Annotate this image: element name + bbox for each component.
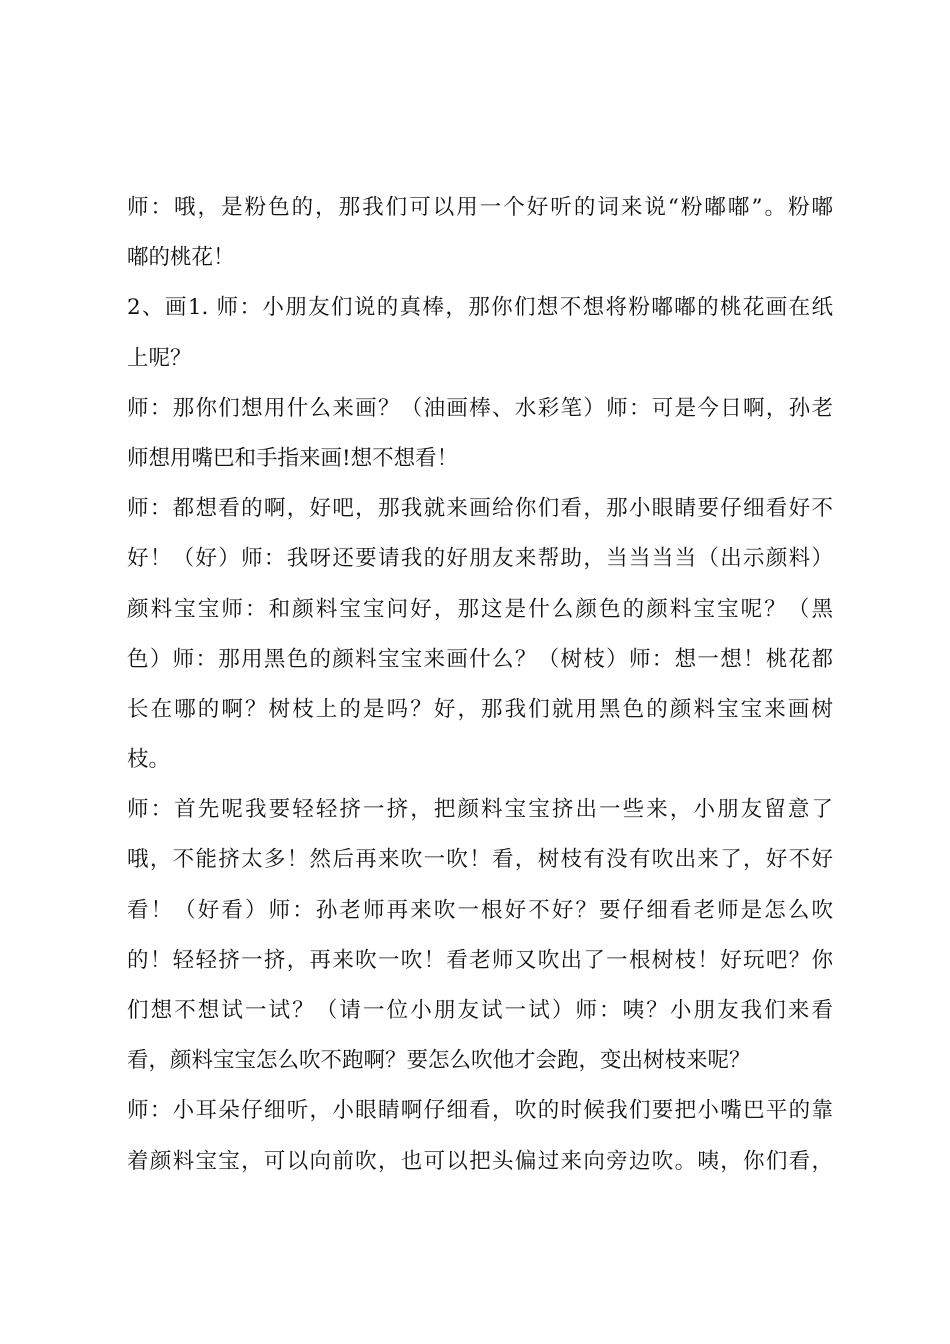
text-line: 看！（好看）师：孙老师再来吹一根好不好？要仔细看老师是怎么吹 <box>127 897 833 923</box>
text-line: 嘟的桃花！ <box>127 245 235 271</box>
text-line: 们想不想试一试？（请一位小朋友试一试）师：咦？小朋友我们来看 <box>127 998 833 1023</box>
text-line: 师想用嘴巴和手指来画!想不想看！ <box>127 445 459 471</box>
text-line: 色）师：那用黑色的颜料宝宝来画什么？（树枝）师：想一想！桃花都 <box>127 646 833 672</box>
text-line: 颜料宝宝师：和颜料宝宝问好，那这是什么颜色的颜料宝宝呢？（黑 <box>127 596 833 622</box>
text-line: 上呢？ <box>127 345 192 371</box>
text-line: 2、画1. 师：小朋友们说的真棒，那你们想不想将粉嘟嘟的桃花画在纸 <box>127 295 833 321</box>
text-line: 哦，不能挤太多！然后再来吹一吹！看，树枝有没有吹出来了，好不好 <box>127 847 833 873</box>
body-text <box>127 183 833 1187</box>
text-line: 长在哪的啊？树枝上的是吗？好，那我们就用黑色的颜料宝宝来画树 <box>127 696 833 722</box>
text-line: 看，颜料宝宝怎么吹不跑啊？要怎么吹他才会跑，变出树枝来呢？ <box>127 1048 751 1074</box>
text-line: 师：那你们想用什么来画？（油画棒、水彩笔）师：可是今日啊，孙老 <box>127 395 833 421</box>
text-line: 枝。 <box>127 747 171 773</box>
text-line: 好！（好）师：我呀还要请我的好朋友来帮助，当当当当（出示颜料） <box>127 546 833 572</box>
text-line: 师：小耳朵仔细听，小眼睛啊仔细看，吹的时候我们要把小嘴巴平的靠 <box>127 1098 833 1124</box>
text-line: 着颜料宝宝，可以向前吹，也可以把头偏过来向旁边吹。咦，你们看， <box>127 1148 833 1174</box>
text-line: 的！轻轻挤一挤，再来吹一吹！看老师又吹出了一根树枝！好玩吧？你 <box>127 947 833 973</box>
text-line: 师：都想看的啊，好吧，那我就来画给你们看，那小眼睛要仔细看好不 <box>127 496 833 522</box>
text-line: 师：哦，是粉色的，那我们可以用一个好听的词来说“粉嘟嘟”。粉嘟 <box>127 195 833 220</box>
text-line: 师：首先呢我要轻轻挤一挤，把颜料宝宝挤出一些来，小朋友留意了 <box>127 797 833 823</box>
